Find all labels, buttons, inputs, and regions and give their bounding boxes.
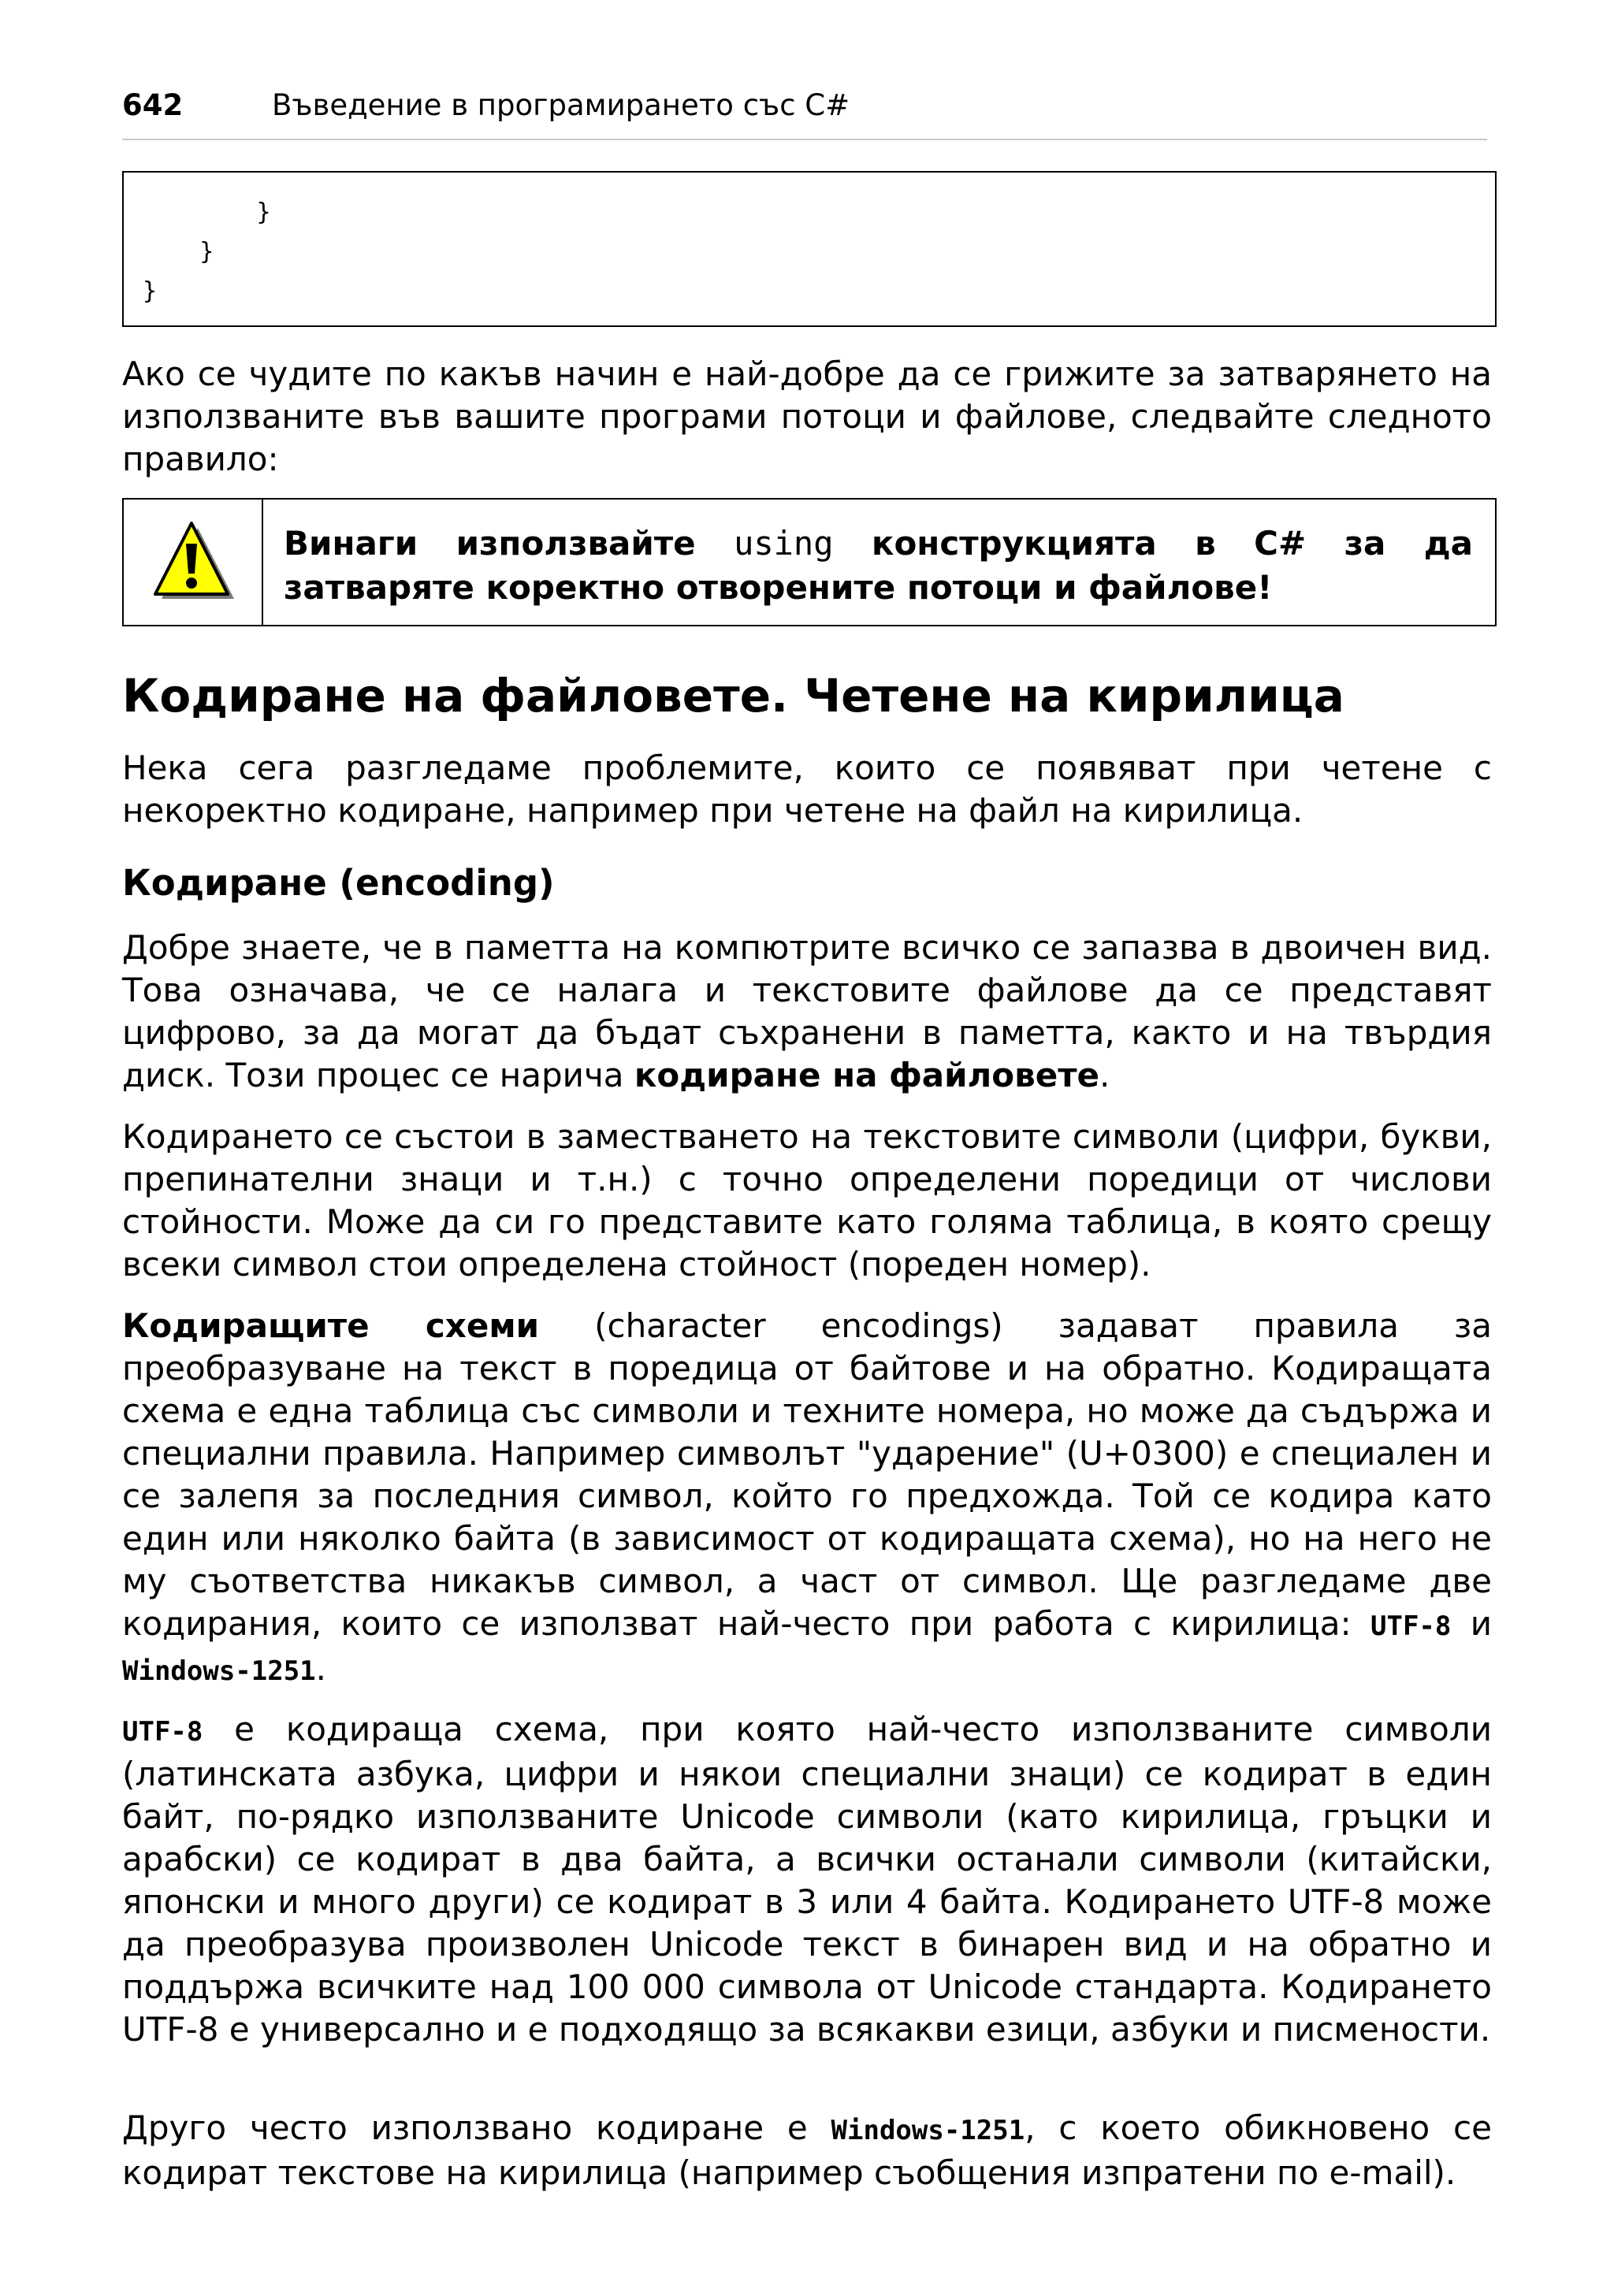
paragraph: Нека сега разгледаме проблемите, които се появяват при четене с некоректно кодиране, например при четене на файл на кирилица.	[122, 749, 1492, 830]
code-term: Windows-1251	[122, 1655, 316, 1687]
text-run: е кодираща схема, при която най-често използваните символи (латинската азбука, цифри и някои специални знаци) се кодират в един байт, по-рядко използваните Unicode символи (като кирилица, гръцки и арабски) се кодират в два байта, а всички останали символи (китайски, японски и много други) се кодират в 3 или 4 байта. Кодирането UTF-8 може да преобразува произволен Unicode текст в бинарен вид и на обратно и поддържа всичките над 100 000 символа от Unicode стандарта. Кодирането UTF-8 е универсално и е подходящо за всякакви езици, азбуки и писмености.	[122, 1710, 1492, 2049]
warning-text-part: конструкцията в C# за да затваряте коректно отворените потоци и файлове!	[284, 524, 1474, 607]
running-title: Въведение в програмирането със C#	[272, 88, 850, 122]
bold-term: кодиране на файловете	[634, 1056, 1100, 1094]
code-block	[122, 171, 1497, 327]
warning-icon	[149, 520, 237, 605]
text-run: (character encodings) задават правила за преобразуване на текст в поредица от байтове и на обратно. Кодиращата схема е една таблица със символи и техните номера, но може да съдържа и специални правила. Например символът "ударение" (U+0300) е специален и се залепя за последния символ, който го предхожда. Той се кодира като един или няколко байта (в зависимост от кодиращата схема), но на него не му съответства никакъв символ, а част от символ. Ще разгледаме две кодирания, които се използват най-често при работа с кирилица:	[122, 1306, 1492, 1643]
bold-term: Кодиращите схеми	[122, 1306, 540, 1345]
code-term: UTF-8	[1370, 1611, 1452, 1642]
paragraph	[122, 1305, 1492, 1692]
subsection-heading: Кодиране (encoding)	[122, 862, 555, 904]
warning-icon-cell	[124, 500, 263, 625]
text-run: .	[1099, 1056, 1110, 1094]
warning-text	[263, 500, 1495, 625]
paragraph	[122, 1708, 1492, 2051]
code-term: UTF-8	[122, 1716, 203, 1748]
code-text: } } }	[143, 199, 271, 305]
warning-text-part: Винаги използвайте	[284, 524, 734, 563]
text-run: и	[1451, 1604, 1492, 1643]
warning-code: using	[734, 524, 834, 563]
warning-box	[122, 498, 1497, 626]
paragraph	[122, 927, 1492, 1097]
section-heading: Кодиране на файловете. Четене на кирилица	[122, 669, 1344, 723]
text-run: , с което обикновено се кодират текстове на кирилица (например съобщения изпратени по e-mail).	[122, 2108, 1492, 2192]
paragraph: Кодирането се състои в заместването на текстовите символи (цифри, букви, препинателни знаци и т.н.) с точно определени поредици от числови стойности. Може да си го представите като голяма таблица, в която срещу всеки символ стои определена стойност (пореден номер).	[122, 1117, 1492, 1284]
code-term: Windows-1251	[831, 2115, 1025, 2146]
paragraph	[122, 2107, 1492, 2194]
text-run: Добре знаете, че в паметта на компютрите всичко се запазва в двоичен вид. Това означава, че се налага и текстовите файлове да се представят цифрово, за да могат да бъдат съхранени в паметта, както и на твърдия диск. Този процес се нарича	[122, 928, 1492, 1094]
text-run: Друго често използвано кодиране е	[122, 2108, 831, 2147]
paragraph: Ако се чудите по какъв начин е най-добре да се грижите за затварянето на използваните във вашите програми потоци и файлове, следвайте следното правило:	[122, 355, 1492, 478]
page-header	[122, 82, 1487, 140]
text-run: .	[315, 1649, 326, 1688]
page-number: 642	[122, 88, 184, 122]
